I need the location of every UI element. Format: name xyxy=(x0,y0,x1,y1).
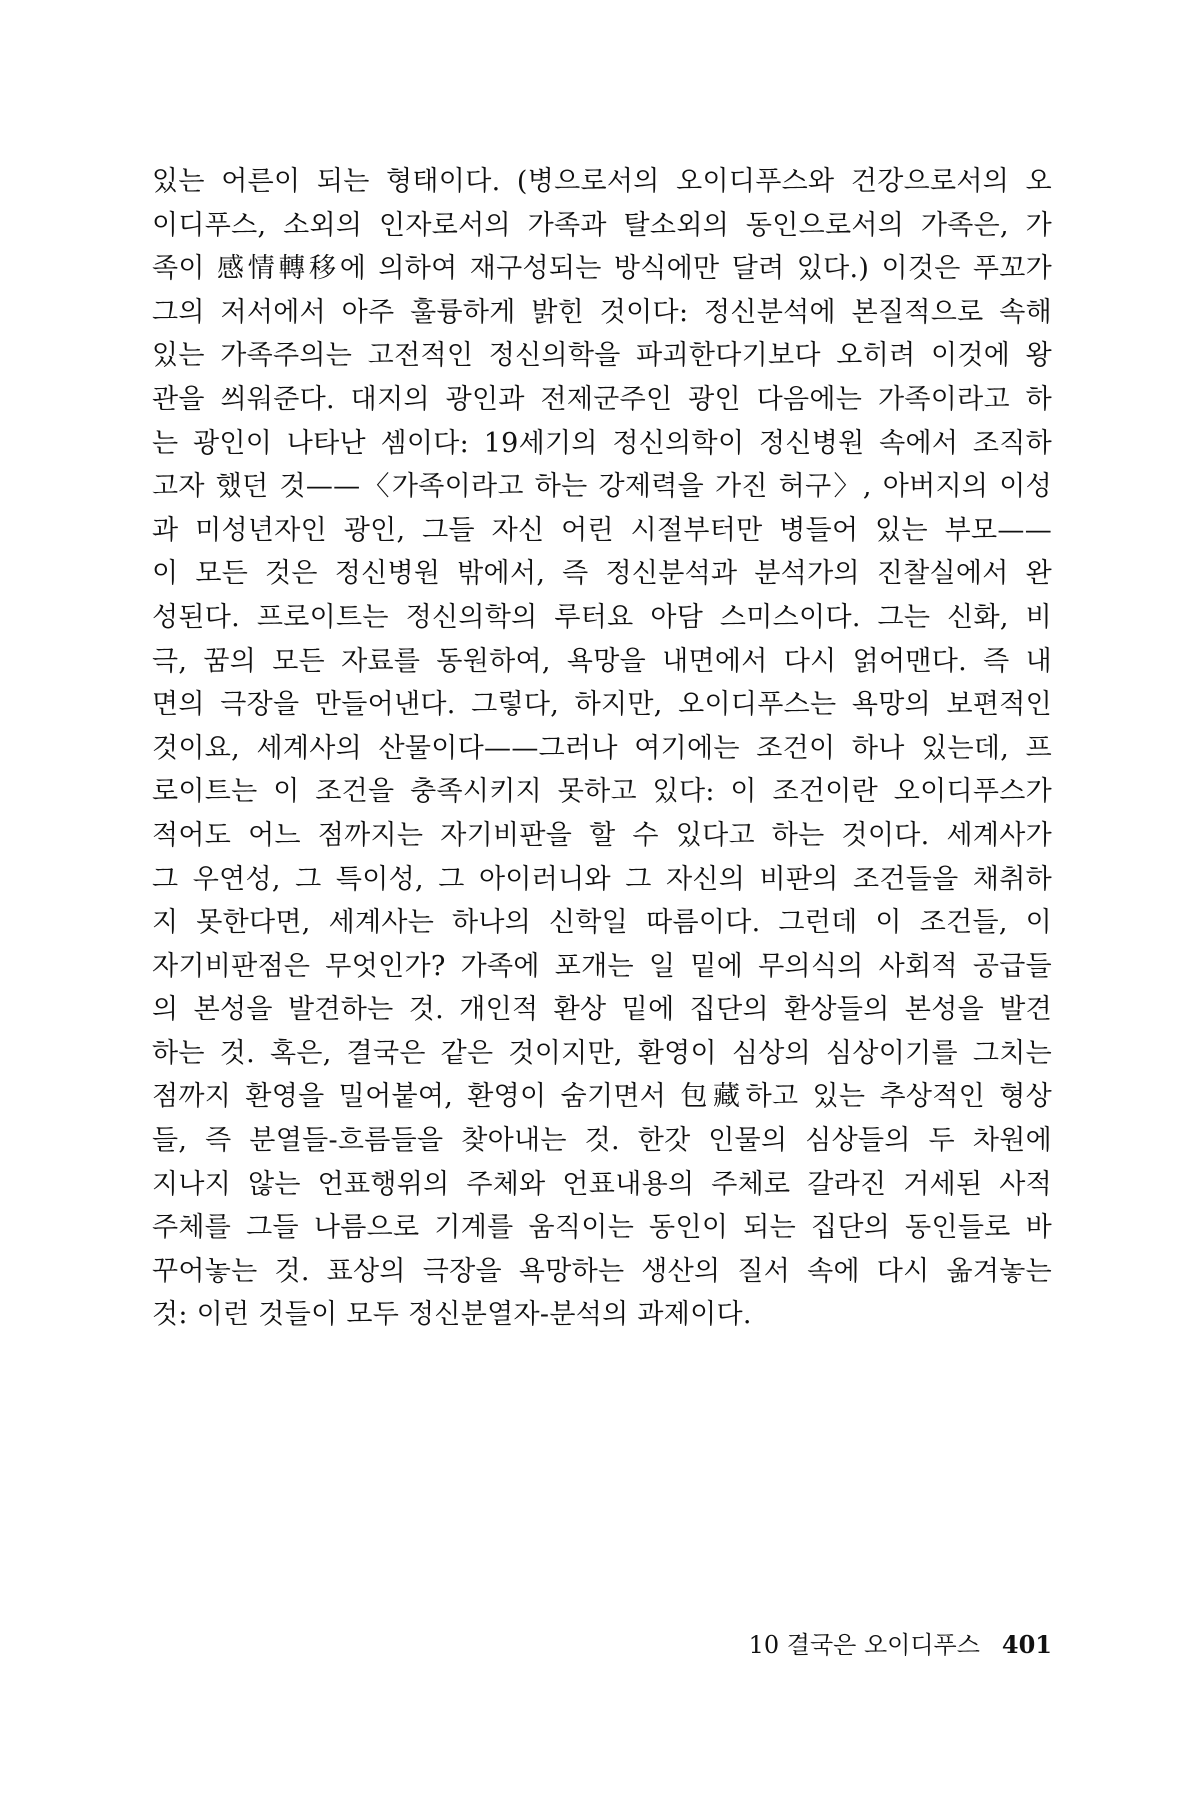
body-paragraph xyxy=(152,160,1052,1337)
text-line: 이디푸스, 소외의 인자로서의 가족과 탈소외의 동인으로서의 가족은, 가 xyxy=(152,209,1052,241)
text-line: 적어도 어느 점까지는 자기비판을 할 수 있다고 하는 것이다. 세계사가 xyxy=(152,819,1052,851)
page-number: 401 xyxy=(1001,1630,1052,1659)
text-line: 과 미성년자인 광인, 그들 자신 어린 시절부터만 병들어 있는 부모—— xyxy=(152,514,1052,546)
text-line: 그의 저서에서 아주 훌륭하게 밝힌 것이다: 정신분석에 본질적으로 속해 xyxy=(152,296,1052,328)
text-line: 들, 즉 분열들-흐름들을 찾아내는 것. 한갓 인물의 심상들의 두 차원에 xyxy=(152,1125,1052,1157)
text-line: 관을 씌워준다. 대지의 광인과 전제군주인 광인 다음에는 가족이라고 하 xyxy=(152,383,1052,415)
text-line: 이 모든 것은 정신병원 밖에서, 즉 정신분석과 분석가의 진찰실에서 완 xyxy=(152,558,1052,590)
text-line: 것: 이런 것들이 모두 정신분열자-분석의 과제이다. xyxy=(152,1299,752,1331)
text-line: 는 광인이 나타난 셈이다: 19세기의 정신의학이 정신병원 속에서 조직하 xyxy=(152,427,1052,459)
text-line: 점까지 환영을 밀어붙여, 환영이 숨기면서 包藏하고 있는 추상적인 형상 xyxy=(152,1081,1052,1113)
text-line: 지 못한다면, 세계사는 하나의 신학일 따름이다. 그런데 이 조건들, 이 xyxy=(152,907,1052,939)
text-line: 의 본성을 발견하는 것. 개인적 환상 밑에 집단의 환상들의 본성을 발견 xyxy=(152,994,1052,1026)
text-line: 것이요, 세계사의 산물이다——그러나 여기에는 조건이 하나 있는데, 프 xyxy=(152,732,1052,764)
text-line: 꾸어놓는 것. 표상의 극장을 욕망하는 생산의 질서 속에 다시 옮겨놓는 xyxy=(152,1255,1052,1287)
text-line: 주체를 그들 나름으로 기계를 움직이는 동인이 되는 집단의 동인들로 바 xyxy=(152,1212,1052,1244)
text-line: 있는 가족주의는 고전적인 정신의학을 파괴한다기보다 오히려 이것에 왕 xyxy=(152,340,1052,372)
text-line: 로이트는 이 조건을 충족시키지 못하고 있다: 이 조건이란 오이디푸스가 xyxy=(152,776,1052,808)
text-line: 지나지 않는 언표행위의 주체와 언표내용의 주체로 갈라진 거세된 사적 xyxy=(152,1168,1052,1200)
chapter-title: 10 결국은 오이디푸스 xyxy=(748,1631,980,1659)
text-line: 자기비판점은 무엇인가? 가족에 포개는 일 밑에 무의식의 사회적 공급들 xyxy=(152,950,1052,982)
text-line: 고자 했던 것——〈가족이라고 하는 강제력을 가진 허구〉, 아버지의 이성 xyxy=(152,471,1052,503)
text-line: 하는 것. 혹은, 결국은 같은 것이지만, 환영이 심상의 심상이기를 그치는 xyxy=(152,1037,1052,1069)
text-line: 면의 극장을 만들어낸다. 그렇다, 하지만, 오이디푸스는 욕망의 보편적인 xyxy=(152,689,1052,721)
text-line: 있는 어른이 되는 형태이다. (병으로서의 오이디푸스와 건강으로서의 오 xyxy=(152,166,1052,197)
text-line: 그 우연성, 그 특이성, 그 아이러니와 그 자신의 비판의 조건들을 채취하 xyxy=(152,863,1052,895)
text-line: 성된다. 프로이트는 정신의학의 루터요 아담 스미스이다. 그는 신화, 비 xyxy=(152,601,1052,633)
running-footer xyxy=(600,1625,1052,1665)
text-line: 극, 꿈의 모든 자료를 동원하여, 욕망을 내면에서 다시 얽어맨다. 즉 내 xyxy=(152,645,1052,677)
text-line: 족이 感情轉移에 의하여 재구성되는 방식에만 달려 있다.) 이것은 푸꼬가 xyxy=(152,253,1052,285)
